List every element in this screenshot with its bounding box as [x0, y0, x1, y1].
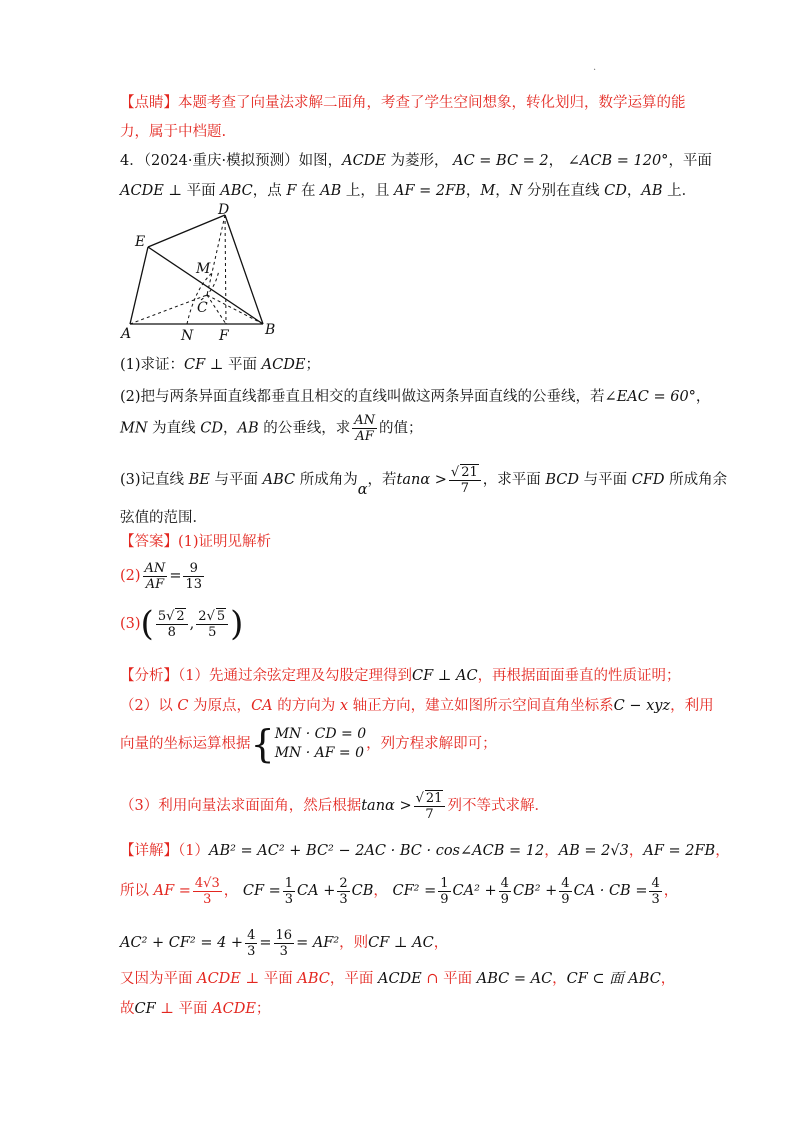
answer-line-3 [120, 604, 243, 644]
label-m: M [196, 261, 211, 277]
numerator: 9 [183, 561, 204, 577]
text: ； [305, 357, 320, 373]
math: CF² = [392, 883, 437, 899]
text: ，平面 [668, 153, 712, 169]
math: ABC = AC [476, 971, 553, 987]
text: 所成角为 [295, 472, 358, 488]
equation-1: MN · CD = 0 [274, 726, 367, 742]
denominator: 7 [460, 481, 469, 496]
fraction-sqrt21-7: $\frac{√ 21}{7}$ [414, 790, 446, 822]
problem-line-2 [120, 180, 696, 202]
denominator: AF [145, 576, 165, 592]
text: 轴正方向，建立如图所示空间直角坐标系 [348, 698, 614, 714]
edge-cf [207, 295, 226, 324]
math: ACDE [261, 357, 306, 373]
text: 在 [296, 183, 321, 199]
text: ⊥ 平面 [155, 1001, 213, 1017]
analysis-line-2 [120, 695, 714, 717]
label-n: N [181, 328, 194, 344]
math-acde: ACDE [342, 153, 386, 169]
text: ⊥ 平面 [163, 183, 221, 199]
math-ac-bc: AC = BC = 2 [453, 153, 549, 169]
denominator: AF [355, 429, 374, 444]
text: ，列方程求解即可； [366, 736, 497, 752]
math: CA · CB = [573, 883, 648, 899]
text: ， [626, 183, 642, 199]
text: 所成角余 [664, 472, 728, 488]
math: C [177, 698, 189, 714]
sqrt-radicand: 2 [176, 609, 185, 624]
math: CF [184, 357, 206, 373]
text: 为菱形， [385, 153, 449, 169]
fraction [245, 928, 257, 959]
text: (1)求证： [120, 357, 185, 373]
answer-line-2 [120, 558, 206, 594]
text: ，利用 [670, 698, 714, 714]
note-label: 【点睛】 [120, 95, 178, 111]
text: ， [660, 971, 676, 987]
math: CF ⊂ 面 ABC [566, 971, 661, 987]
text: 所以 [120, 883, 154, 899]
analysis-label: 【分析】 [120, 668, 178, 684]
math: ACDE [120, 183, 164, 199]
text: 分别在直线 [522, 183, 605, 199]
math: AB [237, 420, 259, 437]
question-1 [120, 354, 320, 376]
text: （3）利用向量法求面面角，然后根据 [120, 798, 362, 814]
math: CA² + [452, 883, 497, 899]
text: 故 [120, 1001, 135, 1017]
math: F [286, 183, 297, 199]
fraction-5sqrt2-8: $\frac{5√ 2}{8}$ [156, 608, 188, 640]
math: N [509, 183, 523, 199]
math: AB = 2√3 [558, 843, 629, 859]
answer-3-label: (3) [120, 616, 141, 632]
math: BE [188, 472, 210, 488]
fraction-sqrt21-7: $\frac{√ 21}{7}$ [449, 464, 481, 496]
text: ， [495, 183, 510, 199]
problem-line-1 [120, 150, 712, 172]
math: AF = 2FB [394, 183, 466, 199]
math: AB [641, 183, 663, 199]
left-paren: ( [140, 604, 154, 644]
numerator: 4 [247, 927, 256, 943]
text: 与平面 [209, 472, 263, 488]
math: AF = 2FB [643, 843, 716, 859]
label-a: A [121, 326, 132, 342]
text: ； [255, 1001, 271, 1017]
math-angle-acb: ∠ACB = 120° [567, 153, 669, 169]
text: ，若 [367, 472, 397, 488]
analysis-line-4 [120, 790, 549, 822]
text: 向量的坐标运算根据 [120, 736, 251, 752]
numerator: 4 [561, 875, 570, 891]
question-3-line-1 [120, 464, 727, 506]
system-brace: { [250, 722, 275, 766]
numerator: 2 [339, 875, 348, 891]
math: AC² + CF² = 4 + [120, 935, 244, 951]
sqrt-radicand: 21 [425, 791, 443, 806]
fraction-an-af [352, 413, 377, 444]
denominator: 9 [500, 891, 509, 907]
equation-system [275, 725, 366, 763]
text: ，点 [252, 183, 287, 199]
math: CB [351, 883, 374, 899]
math: AB² = AC² + BC² − 2AC · BC · cos∠ACB = 12 [208, 843, 545, 859]
question-3-line-2 [120, 507, 207, 529]
analysis-line-1 [120, 665, 681, 687]
math: = AF² [296, 935, 340, 951]
fraction-9-13 [183, 561, 204, 592]
text: 弦值的范围． [120, 510, 207, 526]
math-alpha: α [357, 482, 368, 498]
math: C − xyz [613, 698, 671, 714]
text: 的公垂线，求 [258, 420, 351, 437]
math: AF = [153, 883, 191, 899]
fraction [283, 876, 295, 907]
edge-ed [148, 215, 225, 247]
note-text-1: 本题考查了向量法求解二面角，考查了学生空间想象，转化划归，数学运算的能 [178, 95, 686, 111]
math: x [339, 698, 349, 714]
text: 与平面 [579, 472, 632, 488]
denominator: 3 [339, 891, 348, 907]
text: 列不等式求解． [447, 798, 549, 814]
fraction-2sqrt5-5: $\frac{2√ 5}{5}$ [196, 608, 228, 640]
geometry-figure [115, 200, 290, 345]
numerator: AN [354, 413, 376, 428]
text: 为原点， [188, 698, 252, 714]
denominator: 3 [203, 891, 212, 907]
equation-2: MN · AF = 0 [274, 745, 364, 761]
numerator: 1 [440, 875, 449, 891]
answer-line-1 [120, 531, 271, 553]
edge-df [225, 215, 226, 324]
text: ，平面 [329, 971, 378, 987]
denominator: 5 [208, 625, 217, 640]
math: tanα > [361, 798, 412, 814]
detail-label: 【详解】 [120, 843, 178, 859]
math: M [480, 183, 496, 199]
note-line-1 [120, 92, 686, 114]
page-marker: . [593, 62, 597, 73]
text: ， [628, 843, 644, 859]
text: （2）以 [120, 698, 178, 714]
text: (2)把与两条异面直线都垂直且相交的直线叫做这两条异面直线的公垂线，若 [120, 389, 605, 405]
comma: , [189, 616, 195, 632]
fraction [438, 876, 450, 907]
denominator: 7 [425, 807, 434, 822]
label-d: D [218, 202, 230, 218]
text: 又因为平面 [120, 971, 198, 987]
text: ， [223, 420, 238, 437]
text: ， [552, 971, 567, 987]
text: 为直线 [147, 420, 201, 437]
numerator: 1 [284, 875, 294, 891]
math: CF [134, 1001, 156, 1017]
math: CF = [242, 883, 281, 899]
math: ABC [297, 971, 330, 987]
answer-2-label: (2) [120, 568, 141, 584]
equals: = [169, 568, 182, 584]
math: CA + [297, 883, 336, 899]
math: ACDE [212, 1001, 256, 1017]
fraction [649, 876, 661, 907]
denominator: 8 [167, 625, 176, 640]
denominator: 3 [247, 943, 256, 959]
text: 上． [662, 183, 697, 199]
coef: 5 [157, 609, 167, 624]
text: ，再根据面面垂直的性质证明； [477, 668, 681, 684]
note-line-2 [120, 121, 226, 143]
sqrt-radicand: 21 [461, 465, 478, 480]
fraction [274, 928, 295, 959]
edge-ac [130, 295, 207, 324]
label-c: C [197, 300, 208, 316]
label-f: F [219, 328, 229, 344]
text: ， [715, 843, 730, 859]
text: ， [695, 389, 711, 405]
math: CF ⊥ AC [368, 935, 434, 951]
text: ， [548, 153, 564, 169]
math: AB [320, 183, 342, 199]
math: ACDE [377, 971, 422, 987]
detail-line-1 [120, 840, 730, 862]
problem-number: 4．（2024·重庆·模拟预测）如图， [120, 153, 343, 169]
numerator: 4 [651, 875, 660, 891]
math: ACDE [197, 971, 241, 987]
text: 的方向为 [272, 698, 340, 714]
fraction-4sqrt3-3 [193, 876, 222, 907]
text: 上，且 [341, 183, 394, 199]
text: ⊥ 平面 [240, 971, 298, 987]
answer-label: 【答案】 [120, 534, 178, 550]
numerator: 16 [275, 927, 293, 943]
text: ， [465, 183, 481, 199]
text: ， [433, 935, 449, 951]
math: MN [120, 420, 148, 437]
math: CF ⊥ AC [411, 668, 478, 684]
text: 的值； [379, 420, 423, 437]
label-b: B [265, 322, 276, 338]
math: tanα > [396, 472, 447, 488]
denominator: 3 [279, 943, 288, 959]
math: CD [604, 183, 627, 199]
fraction [559, 876, 571, 907]
math: CA [251, 698, 273, 714]
math: ∠EAC = 60° [604, 389, 696, 405]
denominator: 9 [561, 891, 570, 907]
math: ABC [220, 183, 253, 199]
math: BCD [545, 472, 580, 488]
fraction-an-af [143, 561, 168, 592]
label-e: E [135, 234, 146, 250]
text: ， [223, 883, 239, 899]
question-2-line-2 [120, 413, 423, 444]
text: ∩ 平面 [421, 971, 477, 987]
denominator: 3 [284, 891, 294, 907]
math: CD [200, 420, 223, 437]
text: ， [544, 843, 559, 859]
numerator: 4 [500, 875, 509, 891]
math: CB² + [512, 883, 558, 899]
detail-line-4 [120, 968, 675, 990]
fraction [337, 876, 349, 907]
analysis-line-3 [120, 720, 497, 768]
detail-line-2 [120, 873, 678, 909]
text: ，求平面 [482, 472, 546, 488]
fraction [499, 876, 511, 907]
text: ，则 [339, 935, 369, 951]
edge-dc [207, 215, 225, 295]
answer-1: (1)证明见解析 [178, 534, 272, 550]
text: (3)记直线 [120, 472, 189, 488]
text: ⊥ 平面 [205, 357, 262, 373]
math: CFD [631, 472, 665, 488]
text: ， [663, 883, 679, 899]
text: （1） [178, 843, 209, 859]
detail-line-5 [120, 998, 270, 1020]
numerator: AN [144, 560, 166, 576]
math: = [259, 935, 272, 951]
question-2-line-1 [120, 386, 710, 408]
denominator: 13 [185, 576, 203, 592]
edge-ea [130, 247, 148, 324]
coef: 2 [198, 609, 207, 624]
text: ， [373, 883, 388, 899]
sqrt-radicand: 5 [216, 609, 226, 624]
right-paren: ) [230, 604, 244, 644]
math: ABC [262, 472, 296, 488]
text: （1）先通过余弦定理及勾股定理得到 [178, 668, 412, 684]
note-text-2: 力，属于中档题. [120, 124, 227, 140]
denominator: 3 [651, 891, 660, 907]
numerator: 4√3 [194, 875, 220, 891]
detail-line-3 [120, 925, 448, 961]
denominator: 9 [440, 891, 449, 907]
